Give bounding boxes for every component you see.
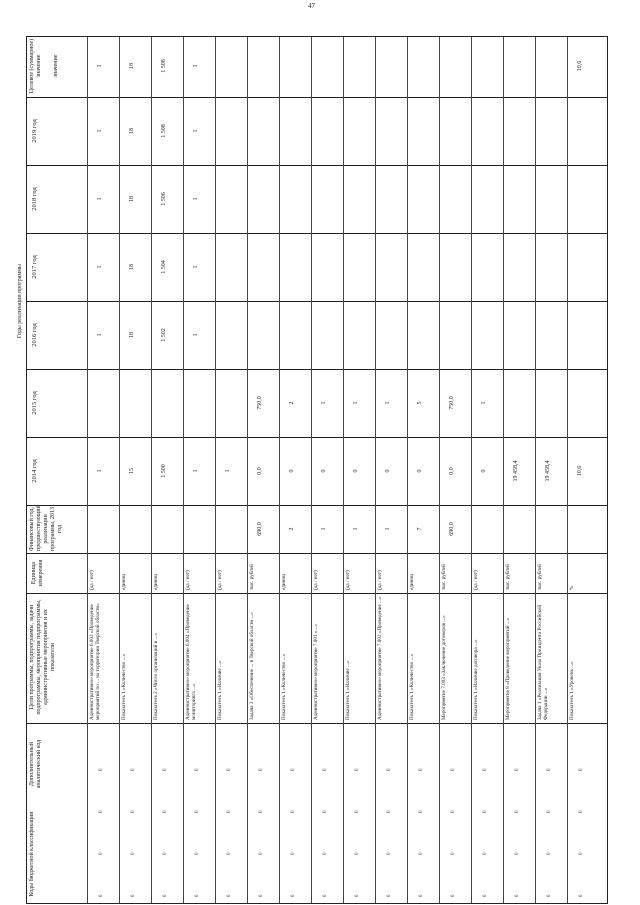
code-cell: 0 — [387, 768, 392, 771]
row-unit: (да / нет) — [185, 570, 191, 590]
code-cell: 0 — [291, 768, 296, 771]
row-value: 1 — [97, 197, 103, 201]
code-cell: 0 — [227, 768, 232, 771]
row-value: 690,0 — [449, 522, 455, 536]
row-unit: единиц — [121, 574, 127, 590]
row-value: 1 — [321, 527, 327, 531]
row-value: 0 — [289, 469, 295, 473]
row-value: 750,0 — [257, 396, 263, 410]
row-value: 690,0 — [257, 522, 263, 536]
code-cell: 0 — [451, 768, 456, 771]
row-unit: тыс. рублей — [537, 564, 543, 590]
row-value: 1 — [353, 401, 359, 405]
row-label: Административное мероприятие 7.002 «Проведение ...» — [377, 596, 383, 720]
code-cell: 0 — [323, 768, 328, 771]
row-value: 18 — [129, 128, 135, 134]
row-label: Мероприятие 7.003 «Заключение договоров ...» — [441, 615, 447, 720]
row-value: 1 — [193, 265, 199, 269]
code-cell: 0 — [547, 810, 552, 813]
row-unit: единиц — [153, 574, 159, 590]
row-value: 1 — [193, 333, 199, 337]
row-unit: тыс. рублей — [441, 564, 447, 590]
table-row-divider — [407, 37, 408, 903]
code-cell: 0 — [547, 894, 552, 897]
code-cell: 0 — [483, 768, 488, 771]
code-cell: 0 — [547, 852, 552, 855]
row-label: Административное мероприятие 6.004 «Проведение мониторинга ...» — [185, 604, 198, 720]
row-value: 0 — [321, 469, 327, 473]
code-cell: 0 — [579, 894, 584, 897]
row-label: Показатель 1 «Уровень ...» — [569, 661, 575, 720]
table-row-divider — [439, 37, 440, 903]
year-2019-header: 2019 год — [31, 119, 38, 143]
code-cell: 0 — [355, 894, 360, 897]
code-cell: 0 — [419, 852, 424, 855]
row-label: Показатель 2 «Число организаций в ...» — [153, 633, 159, 720]
year-2019-border — [27, 97, 607, 165]
table-row-divider — [567, 37, 568, 903]
row-label: Показатель 1 «Наличие договора ...» — [473, 639, 479, 720]
rotated-table — [17, 36, 608, 904]
row-value: 0 — [353, 469, 359, 473]
code-cell: 0 — [99, 894, 104, 897]
row-value: 18 — [129, 63, 135, 69]
code-cell: 0 — [515, 768, 520, 771]
code-cell: 0 — [131, 852, 136, 855]
row-value: 2 — [289, 401, 295, 405]
target-value-header: значение — [53, 54, 59, 78]
table-row-divider — [279, 37, 280, 903]
row-unit: тыс. рублей — [505, 564, 511, 590]
code-cell: 0 — [387, 810, 392, 813]
year-2016-header: 2016 год — [31, 323, 38, 347]
code-block-border — [27, 723, 607, 903]
code-cell: 0 — [195, 852, 200, 855]
row-value: 1 502 — [161, 328, 167, 342]
code-cell: 0 — [195, 894, 200, 897]
row-value: 2 — [289, 527, 295, 531]
year-2018-border — [27, 165, 607, 233]
years-group-header: Годы реализации программы — [17, 263, 23, 339]
row-label: Показатель 1 «Количество ...» — [409, 653, 415, 720]
row-value: 19 458,4 — [513, 460, 519, 482]
code-cell: 0 — [355, 852, 360, 855]
code-cell: 0 — [259, 810, 264, 813]
code-cell: 0 — [515, 852, 520, 855]
row-value: 19 458,4 — [545, 460, 551, 482]
year-2014-header: 2014 год — [31, 459, 38, 483]
code-cell: 0 — [99, 852, 104, 855]
row-value: 18 — [129, 332, 135, 338]
table-row-divider — [247, 37, 248, 903]
code-cell: 0 — [355, 810, 360, 813]
row-label: Показатель 1 «Количество ...» — [281, 653, 287, 720]
row-label: Задача 1 «Реализация Указа Президента Российской Федерации ...» — [537, 604, 550, 720]
code-cell: 0 — [163, 810, 168, 813]
row-unit: (да / нет) — [217, 570, 223, 590]
additional-code-header: Дополнительный аналитический код — [29, 739, 42, 789]
code-cell: 0 — [387, 894, 392, 897]
classification-header: Коды бюджетной классификации — [29, 811, 35, 897]
row-value: 1 — [193, 129, 199, 133]
code-cell: 0 — [259, 768, 264, 771]
row-value: 10,6 — [577, 60, 583, 72]
table-row-divider — [343, 37, 344, 903]
code-cell: 0 — [451, 810, 456, 813]
row-value: 18 — [129, 196, 135, 202]
code-cell: 0 — [451, 852, 456, 855]
code-cell: 0 — [99, 768, 104, 771]
code-cell: 0 — [419, 810, 424, 813]
code-cell: 0 — [291, 810, 296, 813]
unit-header: Единица измерения — [31, 559, 44, 587]
code-cell: 0 — [131, 768, 136, 771]
code-cell: 0 — [515, 810, 520, 813]
row-value: 1 508 — [161, 59, 167, 73]
code-cell: 0 — [259, 894, 264, 897]
row-value: 1 — [481, 401, 487, 405]
code-cell: 0 — [227, 810, 232, 813]
row-label: Задача 3 «Обеспечение ... в Тверской области ...» — [249, 612, 255, 720]
code-cell: 0 — [195, 810, 200, 813]
row-unit: (да / нет) — [377, 570, 383, 590]
row-value: 0 — [481, 469, 487, 473]
row-value: 5 — [417, 401, 423, 405]
row-value: 1 — [97, 333, 103, 337]
row-value: 1 506 — [161, 192, 167, 206]
row-value: 1 — [385, 527, 391, 531]
year-2015-header: 2015 год — [31, 391, 38, 415]
row-label: Административное мероприятие 6.003 «Проведение мероприятий по ... на территории Тверской области» — [89, 603, 102, 720]
row-label: Показатель 1 «Наличие ...» — [345, 660, 351, 720]
row-value: 10,6 — [577, 465, 583, 477]
row-value: 1 — [97, 469, 103, 473]
code-cell: 0 — [547, 768, 552, 771]
code-cell: 0 — [579, 810, 584, 813]
code-cell: 0 — [419, 768, 424, 771]
target-header: Целевое (суммарное) значение — [29, 38, 42, 94]
code-cell: 0 — [323, 852, 328, 855]
code-cell: 0 — [163, 852, 168, 855]
row-unit: тыс. рублей — [249, 564, 255, 590]
row-unit: единиц — [409, 574, 415, 590]
goal-column-header: Цели программы, подпрограммы, задачи подпрограммы, мероприятия подпрограммы, административные мероприятия и их показатели — [29, 599, 56, 715]
row-value: 0,0 — [449, 467, 455, 475]
row-value: 1 — [97, 129, 103, 133]
year-2017-header: 2017 год — [31, 255, 38, 279]
code-cell: 0 — [387, 852, 392, 855]
table-row-divider — [119, 37, 120, 903]
row-value: 1 504 — [161, 260, 167, 274]
row-value: 1 — [193, 469, 199, 473]
table-row-divider — [535, 37, 536, 903]
code-cell: 0 — [483, 894, 488, 897]
code-cell: 0 — [227, 894, 232, 897]
code-cell: 0 — [163, 894, 168, 897]
code-cell: 0 — [227, 852, 232, 855]
table-row-divider — [151, 37, 152, 903]
row-value: 1 — [193, 64, 199, 68]
code-cell: 0 — [291, 852, 296, 855]
year-2014-border — [27, 437, 607, 505]
row-value: 1 — [353, 527, 359, 531]
row-value: 7 — [417, 527, 423, 531]
code-cell: 0 — [579, 852, 584, 855]
row-label: Административное мероприятие 7.001 «...» — [313, 624, 319, 720]
year-2016-border — [27, 301, 607, 369]
table-row-divider — [183, 37, 184, 903]
row-value: 1 508 — [161, 124, 167, 138]
code-cell: 0 — [323, 894, 328, 897]
row-unit: единиц — [281, 574, 287, 590]
code-cell: 0 — [259, 852, 264, 855]
row-value: 0 — [385, 469, 391, 473]
code-cell: 0 — [515, 894, 520, 897]
table-row-divider — [311, 37, 312, 903]
row-unit: (да / нет) — [473, 570, 479, 590]
row-unit: (да / нет) — [313, 570, 319, 590]
row-value: 0 — [417, 469, 423, 473]
table-row-divider — [375, 37, 376, 903]
row-unit: (да / нет) — [89, 570, 95, 590]
code-cell: 0 — [291, 894, 296, 897]
table-row-divider — [215, 37, 216, 903]
year-2018-header: 2018 год — [31, 187, 38, 211]
code-cell: 0 — [99, 810, 104, 813]
table-row-divider — [471, 37, 472, 903]
row-unit: % — [569, 585, 575, 590]
row-value: 1 500 — [161, 464, 167, 478]
code-cell: 0 — [451, 894, 456, 897]
row-value: 1 — [193, 197, 199, 201]
baseline-header: Финансовый год, предшествующий реализации программы, 2013 год — [29, 505, 63, 551]
baseline-block-border — [27, 505, 607, 553]
row-value: 15 — [129, 468, 135, 474]
row-label: Показатель 1 «Наличие ...» — [217, 660, 223, 720]
row-unit: (да / нет) — [345, 570, 351, 590]
row-value: 750,0 — [449, 396, 455, 410]
code-cell: 0 — [163, 768, 168, 771]
row-value: 0,0 — [257, 467, 263, 475]
code-cell: 0 — [483, 810, 488, 813]
code-cell: 0 — [579, 768, 584, 771]
year-2015-border — [27, 369, 607, 437]
code-cell: 0 — [323, 810, 328, 813]
code-cell: 0 — [419, 894, 424, 897]
code-cell: 0 — [131, 810, 136, 813]
year-2017-border — [27, 233, 607, 301]
code-cell: 0 — [355, 768, 360, 771]
row-value: 1 — [97, 265, 103, 269]
page-number: 47 — [308, 2, 315, 10]
row-value: 1 — [385, 401, 391, 405]
row-value: 18 — [129, 264, 135, 270]
row-value: 1 — [97, 64, 103, 68]
row-value: 1 — [225, 469, 231, 473]
code-cell: 0 — [483, 852, 488, 855]
code-cell: 0 — [195, 768, 200, 771]
row-label: Мероприятие 8 «Проведение мероприятий ...» — [505, 617, 511, 720]
row-value: 1 — [321, 401, 327, 405]
code-cell: 0 — [131, 894, 136, 897]
table-row-divider — [503, 37, 504, 903]
table-row-divider — [87, 37, 88, 903]
row-label: Показатель 1 «Количество ...» — [121, 653, 127, 720]
